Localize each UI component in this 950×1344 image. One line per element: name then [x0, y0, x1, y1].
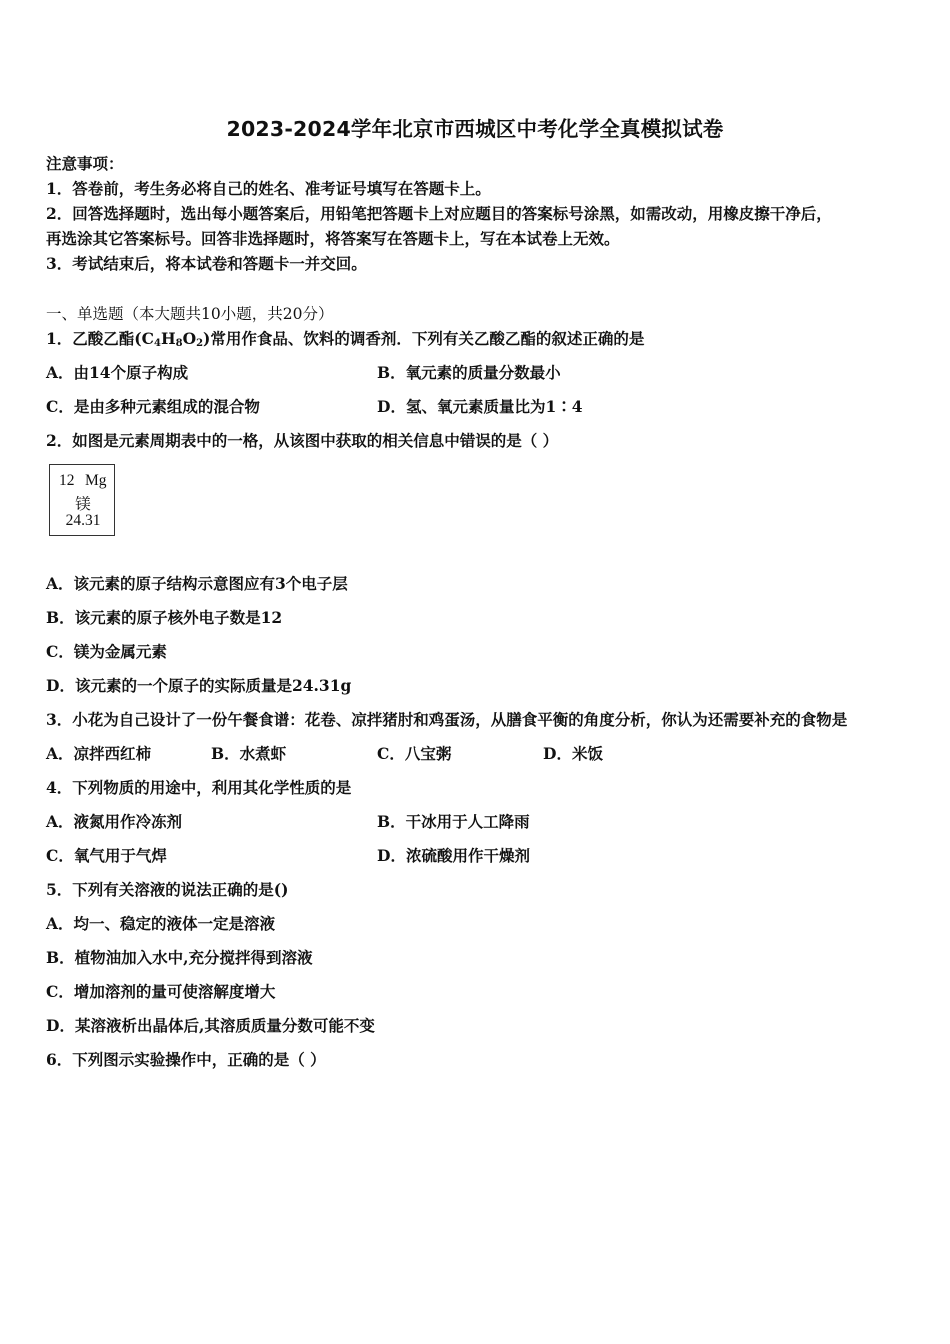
q5-stem: 5．下列有关溶液的说法正确的是()	[46, 880, 289, 899]
q4-option-a: A．液氮用作冷冻剂	[46, 812, 183, 831]
q3-option-d: D．米饭	[543, 744, 603, 763]
note-item-1: 1．答卷前，考生务必将自己的姓名、准考证号填写在答题卡上。	[46, 179, 491, 198]
q1-stem-h: H	[160, 329, 176, 348]
q4-option-b: B．干冰用于人工降雨	[377, 812, 530, 831]
section-heading: 一、单选题（本大题共10小题，共20分）	[46, 305, 334, 323]
q2-option-b: B．该元素的原子核外电子数是12	[46, 608, 283, 627]
element-symbol: Mg	[85, 472, 107, 489]
q1-sub-h: 8	[175, 338, 183, 349]
note-item-2: 2．回答选择题时，选出每小题答案后，用铅笔把答题卡上对应题目的答案标号涂黑，如需改动，用橡皮擦干净后，	[46, 204, 832, 223]
q5-option-d: D．某溶液析出晶体后,其溶质质量分数可能不变	[46, 1016, 375, 1035]
note-item-3: 3．考试结束后，将本试卷和答题卡一并交回。	[46, 254, 367, 273]
atomic-mass: 24.31	[65, 512, 101, 529]
q3-option-b: B．水煮虾	[211, 744, 287, 763]
q1-option-d: D．氢、氧元素质量比为1∶4	[377, 397, 583, 416]
page-title: 2023-2024学年北京市西城区中考化学全真模拟试卷	[226, 117, 724, 141]
q1-sub-o: 2	[196, 338, 204, 349]
atomic-number: 12	[59, 472, 75, 489]
q2-option-c: C．镁为金属元素	[46, 642, 167, 661]
q5-option-b: B．植物油加入水中,充分搅拌得到溶液	[46, 948, 313, 967]
q1-stem-post: )常用作食品、饮料的调香剂．下列有关乙酸乙酯的叙述正确的是	[203, 329, 645, 348]
q1-option-b: B．氧元素的质量分数最小	[377, 363, 561, 382]
q1-sub-c: 4	[153, 338, 161, 349]
periodic-table-cell	[49, 464, 115, 536]
q6-stem: 6．下列图示实验操作中，正确的是（ ）	[46, 1050, 326, 1069]
note-item-2-cont: 再选涂其它答案标号。回答非选择题时，将答案写在答题卡上，写在本试卷上无效。	[46, 229, 620, 248]
q5-option-c: C．增加溶剂的量可使溶解度增大	[46, 982, 276, 1001]
q2-option-a: A．该元素的原子结构示意图应有3个电子层	[46, 574, 348, 593]
q4-option-c: C．氧气用于气焊	[46, 846, 167, 865]
notes-heading: 注意事项：	[46, 154, 124, 173]
q1-stem-pre: 1．乙酸乙酯(C	[46, 329, 154, 348]
q4-stem: 4．下列物质的用途中，利用其化学性质的是	[46, 778, 352, 797]
q5-option-a: A．均一、稳定的液体一定是溶液	[46, 914, 276, 933]
q3-option-a: A．凉拌西红柿	[46, 744, 152, 763]
q3-stem: 3．小花为自己设计了一份午餐食谱：花卷、凉拌猪肘和鸡蛋汤，从膳食平衡的角度分析，你认为还需要补充的食物是	[46, 710, 848, 729]
q1-stem-o: O	[182, 329, 197, 348]
q2-stem: 2．如图是元素周期表中的一格，从该图中获取的相关信息中错误的是（ ）	[46, 431, 559, 450]
q4-option-d: D．浓硫酸用作干燥剂	[377, 846, 530, 865]
q3-option-c: C．八宝粥	[377, 744, 452, 763]
q2-option-d: D．该元素的一个原子的实际质量是24.31g	[46, 676, 352, 695]
q1-stem	[46, 327, 644, 349]
element-name: 镁	[75, 496, 91, 513]
q1-option-a: A．由14个原子构成	[46, 363, 189, 382]
q1-option-c: C．是由多种元素组成的混合物	[46, 397, 260, 416]
